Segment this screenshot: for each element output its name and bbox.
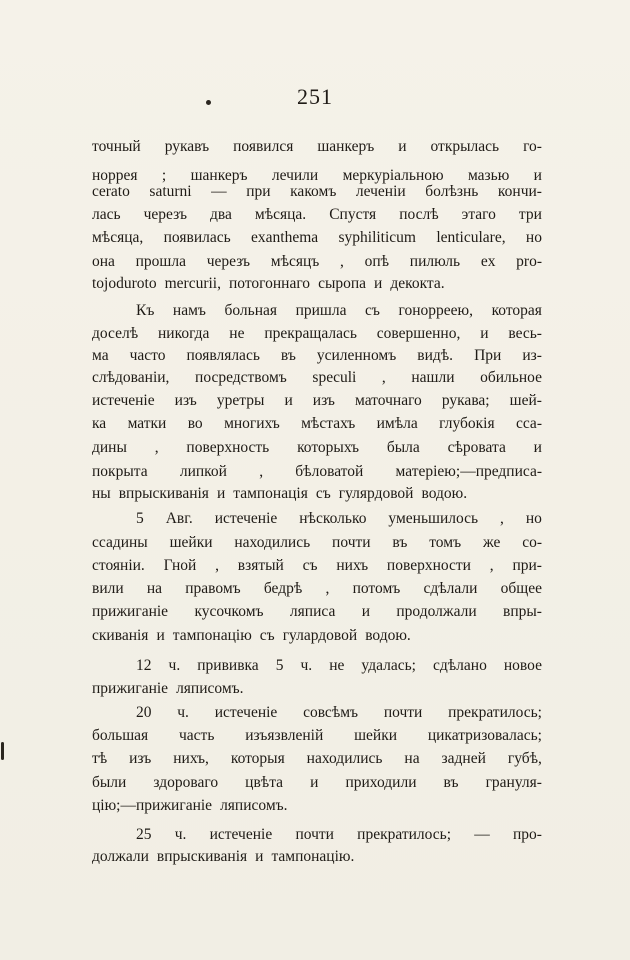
word: ex (480, 253, 496, 270)
word: поверхности (386, 557, 471, 574)
word: задней (441, 750, 486, 767)
word: и (533, 439, 542, 456)
word: впры- (503, 603, 542, 620)
word: дины (92, 439, 127, 456)
word: сыропа (318, 275, 367, 292)
word: 20 (136, 704, 152, 721)
word: ч. (168, 657, 181, 674)
word: при (246, 183, 271, 200)
word: съ (259, 627, 275, 644)
word: была (386, 439, 420, 456)
word: матеріею;—предписа- (395, 463, 542, 480)
word: почти (332, 534, 371, 551)
word: тѣ (92, 750, 108, 767)
text-line (92, 440, 542, 456)
text-line (92, 230, 542, 246)
word: кусочкомъ (194, 603, 264, 620)
word: которыя (230, 750, 285, 767)
word: изъ (312, 392, 335, 409)
word: тампонацію (172, 627, 252, 644)
word: , (340, 253, 344, 270)
word: шейки (354, 727, 398, 744)
word: pro- (516, 253, 542, 270)
word: лечили (271, 167, 319, 184)
text-line (92, 416, 542, 432)
word: изъ (129, 750, 152, 767)
word: — (474, 826, 490, 843)
text-line (92, 326, 542, 342)
word: со- (522, 534, 542, 551)
word: были (92, 774, 127, 791)
word: 5 (136, 510, 144, 527)
word: больная (224, 302, 278, 319)
word: , (500, 510, 504, 527)
word: видѣ. (417, 347, 454, 364)
word: прижиганіе (92, 680, 169, 697)
word: прививка (197, 657, 259, 674)
word: приходили (345, 774, 417, 791)
word: ляписомъ. (176, 680, 244, 697)
text-line (92, 139, 542, 155)
word: весь- (508, 325, 542, 342)
word: водою. (365, 627, 411, 644)
word: Спустя (329, 206, 377, 223)
word: гулардовой (282, 627, 358, 644)
word: шанкеръ (190, 167, 248, 184)
word: 5 (275, 657, 284, 674)
text-line (136, 303, 542, 319)
word: шанкеръ (317, 138, 375, 155)
word: из- (522, 347, 542, 364)
word: , (259, 463, 264, 480)
word: бедрѣ (263, 580, 303, 597)
word: рукава; (441, 392, 490, 409)
word: въ (443, 774, 459, 791)
word: истеченіе (92, 392, 155, 409)
word: новое (503, 657, 542, 674)
word: 25 (136, 826, 152, 843)
word: удалась; (361, 657, 416, 674)
word: опѣ (364, 253, 390, 270)
word: при- (512, 557, 542, 574)
text-line (136, 827, 542, 843)
text-line (92, 393, 542, 409)
word: появился (233, 138, 294, 155)
word: совершенно, (376, 325, 461, 342)
word: мѣстахъ (301, 415, 356, 432)
word: усиленномъ (316, 347, 397, 364)
text-line (92, 184, 542, 200)
word: продолжали (396, 603, 477, 620)
word: она (92, 253, 115, 270)
word: го- (523, 138, 542, 155)
text-line (92, 751, 542, 767)
text-line (92, 681, 542, 697)
word: потомъ (352, 580, 401, 597)
word: никогда (157, 325, 210, 342)
word: ч. (174, 826, 187, 843)
word: прекратилось; (448, 704, 542, 721)
word: скиванія (92, 627, 149, 644)
word: шейки (169, 534, 213, 551)
word: прекратилось; (357, 826, 452, 843)
word: находились (306, 750, 383, 767)
word: но (525, 229, 542, 246)
word: стояніи. (92, 557, 145, 574)
word: должали (92, 848, 149, 865)
word: матки (127, 415, 167, 432)
word: мѣсяца. (254, 206, 307, 223)
word: вили (92, 580, 124, 597)
word: болѣзнь (425, 183, 479, 200)
word: нихъ (336, 557, 369, 574)
word: и (398, 138, 407, 155)
word: многихъ (224, 415, 280, 432)
word: нихъ, (173, 750, 209, 767)
word: съ (315, 485, 331, 502)
word: имѣла (376, 415, 418, 432)
word: норрея (92, 167, 138, 184)
word: съ (302, 557, 318, 574)
word: покрыта (92, 463, 148, 480)
word: tojoduroto (92, 275, 157, 292)
word: которыхъ (297, 439, 360, 456)
word: грануля- (485, 774, 542, 791)
ink-mark (206, 100, 211, 105)
word: томъ (429, 534, 462, 551)
text-line (136, 705, 542, 721)
word: бѣловатой (295, 463, 364, 480)
word: ; (161, 167, 167, 184)
word: черезъ (143, 206, 187, 223)
word: изъязвленій (245, 727, 324, 744)
word: прижиганіе (92, 603, 169, 620)
word: сдѣлали (423, 580, 478, 597)
word: правомъ (185, 580, 241, 597)
word: нашли (411, 369, 455, 386)
word: появилась (163, 229, 231, 246)
word: появлялась (186, 347, 260, 364)
word: сѣровата (447, 439, 506, 456)
word: цикатризовалась; (427, 727, 542, 744)
word: , (215, 557, 219, 574)
margin-mark (1, 742, 4, 760)
text-line (92, 276, 542, 292)
word: лась (92, 206, 121, 223)
word: общее (500, 580, 542, 597)
word: же (482, 534, 501, 551)
word: При (474, 347, 502, 364)
text-line (92, 628, 542, 644)
word: рукавъ (164, 138, 210, 155)
word: Къ (136, 302, 155, 319)
text-line (92, 849, 542, 865)
word: обильное (480, 369, 542, 386)
word: тампонацію. (271, 848, 355, 865)
word: изъ (174, 392, 197, 409)
word: съ (365, 302, 380, 319)
word: взятый (237, 557, 284, 574)
word: цію;—прижиганіе (92, 797, 213, 814)
word: впрыскиванія (156, 848, 248, 865)
text-line (92, 581, 542, 597)
text-line (92, 798, 542, 814)
word: прекращалась (264, 325, 357, 342)
word: saturni (149, 183, 192, 200)
word: во (187, 415, 203, 432)
word: маточнаго (355, 392, 422, 409)
word: не (329, 657, 345, 674)
word: большая (92, 727, 149, 744)
word: почти (383, 704, 423, 721)
word: уменьшилось (388, 510, 479, 527)
word: два (209, 206, 232, 223)
word: , (381, 369, 386, 386)
word: потогоннаго (228, 275, 311, 292)
word: про- (513, 826, 542, 843)
word: въ (280, 347, 296, 364)
word: часто (129, 347, 166, 364)
word: послѣ (399, 206, 439, 223)
text-line (136, 658, 542, 674)
word: шей- (509, 392, 542, 409)
word: ма (92, 347, 109, 364)
word: гулярдовой (338, 485, 414, 502)
word: намъ (172, 302, 206, 319)
text-line (92, 775, 542, 791)
word: меркуріальною (342, 167, 444, 184)
word: и (361, 603, 370, 620)
word: истеченіе (209, 826, 273, 843)
word: этаго (461, 206, 496, 223)
word: три (518, 206, 542, 223)
word: , (325, 580, 330, 597)
word: и (255, 848, 264, 865)
word: на (404, 750, 420, 767)
word: липкой (179, 463, 227, 480)
word: поверхность (186, 439, 270, 456)
text-line (92, 254, 542, 270)
word: кончи- (497, 183, 542, 200)
text-line (136, 511, 542, 527)
word: сдѣлано (433, 657, 487, 674)
text-line (92, 168, 542, 184)
word: — (211, 183, 227, 200)
word: exanthema (251, 229, 319, 246)
word: но (525, 510, 542, 527)
word: истеченіе (214, 510, 278, 527)
word: часть (179, 727, 215, 744)
word: впрыскиванія (118, 485, 209, 502)
text-line (92, 370, 542, 386)
word: леченіи (355, 183, 406, 200)
word: уретры (216, 392, 265, 409)
word: и (374, 275, 383, 292)
word: истеченіе (214, 704, 278, 721)
word: прошла (135, 253, 186, 270)
word: на (146, 580, 163, 597)
word: и (480, 325, 489, 342)
word: губѣ, (507, 750, 542, 767)
word: находились (234, 534, 311, 551)
word: гонорреею, (398, 302, 473, 319)
word: слѣдованіи, (92, 369, 170, 386)
word: и (156, 627, 165, 644)
word: ка (92, 415, 107, 432)
text-line (92, 207, 542, 223)
word: нѣсколько (299, 510, 367, 527)
word: Авг. (165, 510, 193, 527)
word: ляписа (289, 603, 336, 620)
word: Гной (163, 557, 197, 574)
word: 12 (136, 657, 152, 674)
word: mercurii, (164, 275, 221, 292)
word: здороваго (153, 774, 219, 791)
word: совсѣмъ (303, 704, 359, 721)
word: въ (392, 534, 408, 551)
word: пилюль (409, 253, 461, 270)
word: посредствомъ (195, 369, 287, 386)
word: ч. (177, 704, 189, 721)
word: почти (295, 826, 334, 843)
word: ч. (300, 657, 313, 674)
word: тампонація (233, 485, 308, 502)
word: доселѣ (92, 325, 139, 342)
word: ляписомъ. (220, 797, 288, 814)
word: черезъ (206, 253, 251, 270)
word: и (284, 392, 293, 409)
text-line (92, 604, 542, 620)
word: какомъ (290, 183, 337, 200)
word: не (229, 325, 245, 342)
word: ссадины (92, 534, 148, 551)
text-line (92, 486, 542, 502)
word: точный (92, 138, 141, 155)
word: глубокія (439, 415, 495, 432)
word: cerato (92, 183, 130, 200)
word: мазью (467, 167, 510, 184)
word: открылась (430, 138, 500, 155)
word: цвѣта (245, 774, 284, 791)
word: сса- (515, 415, 542, 432)
text-line (92, 728, 542, 744)
word: syphiliticum (338, 229, 416, 246)
word: и (310, 774, 319, 791)
word: и (216, 485, 226, 502)
text-line (92, 464, 542, 480)
word: speculi (312, 369, 357, 386)
word: и (533, 167, 542, 184)
word: мѣсяца, (92, 229, 144, 246)
word: , (154, 439, 159, 456)
word: ны (92, 485, 111, 502)
word: декокта. (390, 275, 445, 292)
text-line (92, 348, 542, 364)
word: пришла (295, 302, 347, 319)
page-number: 251 (297, 84, 333, 109)
word: которая (491, 302, 542, 319)
word: , (489, 557, 494, 574)
word: водою. (421, 485, 468, 502)
text-line (92, 558, 542, 574)
text-line (92, 535, 542, 551)
word: lenticulare, (436, 229, 506, 246)
word: мѣсяцъ (270, 253, 320, 270)
